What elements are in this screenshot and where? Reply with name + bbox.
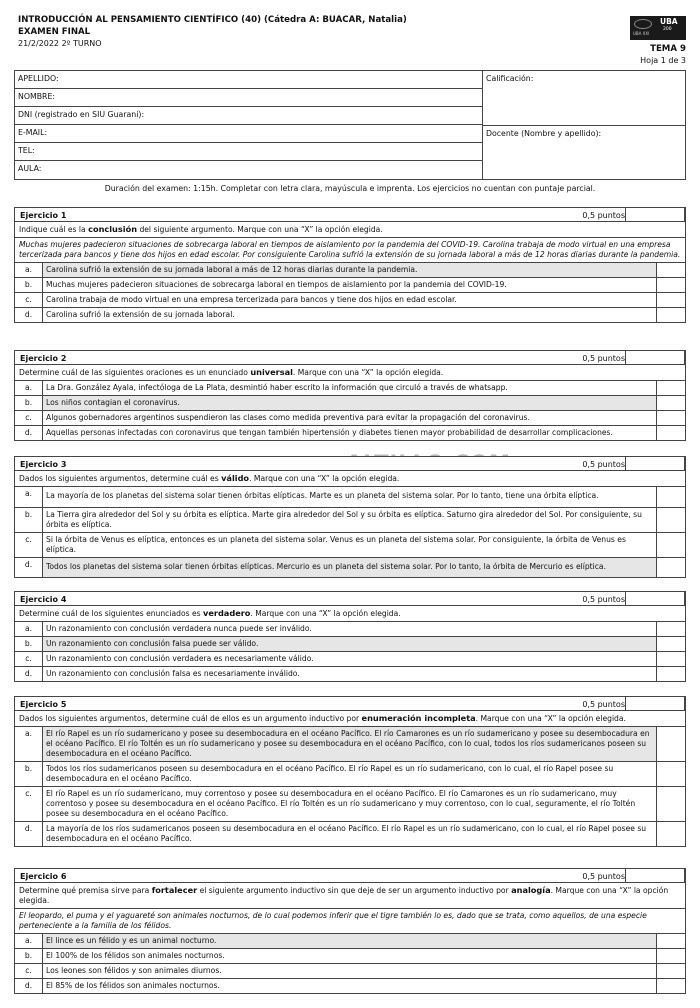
exercise-title: Ejercicio 1 bbox=[20, 211, 67, 220]
option-d[interactable]: d. El 85% de los félidos son animales nocturnos. bbox=[14, 979, 686, 994]
exercise-title: Ejercicio 4 bbox=[20, 595, 67, 604]
exercise-points: 0,5 puntos bbox=[582, 700, 625, 709]
field-email[interactable]: E-MAIL: bbox=[15, 125, 482, 143]
answer-box bbox=[657, 508, 685, 532]
score-box bbox=[625, 591, 685, 606]
option-d[interactable]: d. Todos los planetas del sistema solar tienen órbitas elípticas. Mercurio es un planeta del sistema solar. Por lo tanto, la órbita de Mercurio es elíptica. bbox=[14, 558, 686, 578]
answer-box bbox=[657, 949, 685, 963]
exercise-title: Ejercicio 2 bbox=[20, 354, 67, 363]
answer-box bbox=[657, 308, 685, 322]
tema-label: TEMA 9 bbox=[650, 44, 686, 54]
score-box bbox=[625, 868, 685, 883]
exercise-argument: Muchas mujeres padecieron situaciones de sobrecarga laboral en tiempos de aislamiento por la pandemia del COVID-19. Carolina trabaja de modo virtual en una empresa tercerizada para bancos y tiene dos hijos en edad escolar. Por consiguiente Carolina sufrió la extensión de su jornada laboral a más de 12 horas diarias durante la pandemia. bbox=[14, 238, 686, 263]
score-box bbox=[625, 350, 685, 365]
score-box bbox=[625, 456, 685, 471]
exam-type: EXAMEN FINAL bbox=[18, 27, 91, 37]
answer-box bbox=[657, 787, 685, 821]
answer-box bbox=[657, 762, 685, 786]
student-info-box bbox=[14, 70, 686, 180]
score-box bbox=[625, 207, 685, 222]
score-box bbox=[625, 696, 685, 711]
exercise-prompt: Determine cuál de los siguientes enunciados es verdadero. Marque con una “X” la opción elegida. bbox=[14, 606, 686, 622]
exercise-prompt: Indique cuál es la conclusión del siguiente argumento. Marque con una “X” la opción elegida. bbox=[14, 222, 686, 238]
option-a[interactable]: a. Un razonamiento con conclusión verdadera nunca puede ser inválido. bbox=[14, 622, 686, 637]
exercise-points: 0,5 puntos bbox=[582, 460, 625, 469]
logo-text: UBA bbox=[660, 17, 678, 26]
option-c[interactable]: c. Un razonamiento con conclusión verdadera es necesariamente válido. bbox=[14, 652, 686, 667]
option-c[interactable]: c. El río Rapel es un río sudamericano, muy correntoso y posee su desembocadura en el océano Pacífico. El río Camarones es un río sudamericano, muy correntoso y posee su desembocadura en el océano Pacífico. El río Toltén es un río sudamericano y muy correntoso, con lo cual, seguramente, el río Toltén posee su desembocadura en el océano Pacífico. bbox=[14, 787, 686, 822]
exercise-argument: El leopardo, el puma y el yaguareté son animales nocturnos, de lo cual podemos inferir que el tigre también lo es, dado que se trata, como aquellos, de una especie perteneciente a la familia de los félidos. bbox=[14, 909, 686, 934]
field-calificacion[interactable]: Calificación: bbox=[486, 74, 534, 83]
answer-box bbox=[657, 426, 685, 440]
option-d[interactable]: d. Un razonamiento con conclusión falsa es necesariamente inválido. bbox=[14, 667, 686, 682]
answer-box bbox=[657, 487, 685, 507]
exercise-points: 0,5 puntos bbox=[582, 354, 625, 363]
exercise-4 bbox=[14, 591, 686, 682]
answer-box bbox=[657, 667, 685, 681]
exercise-3 bbox=[14, 456, 686, 578]
field-dni[interactable]: DNI (registrado en SIU Guaraní): bbox=[15, 107, 482, 125]
option-a[interactable]: a. Carolina sufrió la extensión de su jornada laboral a más de 12 horas diarias durante la pandemia. bbox=[14, 263, 686, 278]
exercise-title: Ejercicio 6 bbox=[20, 872, 67, 881]
option-b[interactable]: b. El 100% de los félidos son animales nocturnos. bbox=[14, 949, 686, 964]
answer-box bbox=[657, 533, 685, 557]
exam-header bbox=[18, 14, 686, 66]
answer-box bbox=[657, 727, 685, 761]
option-b[interactable]: b. Los niños contagian el coronavirus. bbox=[14, 396, 686, 411]
exercise-title: Ejercicio 3 bbox=[20, 460, 67, 469]
exercise-points: 0,5 puntos bbox=[582, 211, 625, 220]
exercise-6 bbox=[14, 868, 686, 994]
logo-small: UBA XXI bbox=[633, 31, 650, 36]
answer-box bbox=[657, 558, 685, 577]
answer-box bbox=[657, 381, 685, 395]
option-a[interactable]: a. La mayoría de los planetas del sistema solar tienen órbitas elípticas. Marte es un planeta del sistema solar. Por lo tanto, tiene una órbita elíptica. bbox=[14, 487, 686, 508]
exercise-prompt: Dados los siguientes argumentos, determine cuál de ellos es un argumento inductivo por enumeración incompleta. Marque con una “X” la opción elegida. bbox=[14, 711, 686, 727]
exercise-points: 0,5 puntos bbox=[582, 595, 625, 604]
answer-box bbox=[657, 822, 685, 846]
uba-logo bbox=[630, 16, 686, 40]
exercise-prompt: Determine qué premisa sirve para fortalecer el siguiente argumento inductivo sin que deje de ser un argumento inductivo por analogía. Marque con una “X” la opción elegida. bbox=[14, 883, 686, 909]
option-c[interactable]: c. Carolina trabaja de modo virtual en una empresa tercerizada para bancos y tiene dos hijos en edad escolar. bbox=[14, 293, 686, 308]
answer-box bbox=[657, 293, 685, 307]
logo-sub: 200 bbox=[663, 27, 672, 32]
exercise-prompt: Determine cuál de las siguientes oraciones es un enunciado universal. Marque con una “X” la opción elegida. bbox=[14, 365, 686, 381]
option-b[interactable]: b. Todos los ríos sudamericanos poseen su desembocadura en el océano Pacífico. El río Rapel es un río sudamericano, con lo cual, el río Rapel posee su desembocadura en el océano Pacífico. bbox=[14, 762, 686, 787]
exercise-title: Ejercicio 5 bbox=[20, 700, 67, 709]
field-apellido[interactable]: APELLIDO: bbox=[15, 71, 482, 89]
answer-box bbox=[657, 278, 685, 292]
field-aula[interactable]: AULA: bbox=[18, 164, 42, 173]
page-indicator: Hoja 1 de 3 bbox=[640, 56, 686, 65]
option-a[interactable]: a. El río Rapel es un río sudamericano y posee su desembocadura en el océano Pacífico. El río Camarones es un río sudamericano y posee su desembocadura en el océano Pacífico. El río Toltén es un río sudamericano y posee su desembocadura en el océano Pacífico, con lo cual, todos los ríos sudamericanos poseen su desembocadura en el océano Pacífico. bbox=[14, 727, 686, 762]
exercise-5 bbox=[14, 696, 686, 847]
option-d[interactable]: d. La mayoría de los ríos sudamericanos poseen su desembocadura en el océano Pacífico. El río Rapel es un río sudamericano, con lo cual, el río Rapel posee su desembocadura en el océano Pacífico. bbox=[14, 822, 686, 847]
option-d[interactable]: d. Aquellas personas infectadas con coronavirus que tengan también hipertensión y diabetes tienen mayor probabilidad de desarrollar complicaciones. bbox=[14, 426, 686, 441]
answer-box bbox=[657, 396, 685, 410]
answer-box bbox=[657, 622, 685, 636]
option-a[interactable]: a. La Dra. González Ayala, infectóloga de La Plata, desmintió haber escrito la información que circuló a través de whatsapp. bbox=[14, 381, 686, 396]
exercise-prompt: Dados los siguientes argumentos, determine cuál es válido. Marque con una “X” la opción elegida. bbox=[14, 471, 686, 487]
exercise-2 bbox=[14, 350, 686, 441]
answer-box bbox=[657, 263, 685, 277]
option-c[interactable]: c. Los leones son félidos y son animales diurnos. bbox=[14, 964, 686, 979]
option-a[interactable]: a. El lince es un félido y es un animal nocturno. bbox=[14, 934, 686, 949]
answer-box bbox=[657, 652, 685, 666]
answer-box bbox=[657, 411, 685, 425]
course-title: INTRODUCCIÓN AL PENSAMIENTO CIENTÍFICO (40) (Cátedra A: BUACAR, Natalia) bbox=[18, 15, 407, 25]
option-c[interactable]: c. Si la órbita de Venus es elíptica, entonces es un planeta del sistema solar. Venus es un planeta del sistema solar. Por consiguiente, la órbita de Venus es elíptica. bbox=[14, 533, 686, 558]
answer-box bbox=[657, 964, 685, 978]
field-nombre[interactable]: NOMBRE: bbox=[15, 89, 482, 107]
answer-box bbox=[657, 979, 685, 993]
exercise-1 bbox=[14, 207, 686, 323]
emblem-icon bbox=[634, 19, 652, 29]
option-b[interactable]: b. Un razonamiento con conclusión falsa puede ser válido. bbox=[14, 637, 686, 652]
option-b[interactable]: b. La Tierra gira alrededor del Sol y su órbita es elíptica. Marte gira alrededor del Sol y su órbita es elíptica. Saturno gira alrededor del Sol. Por consiguiente, su órbita es elíptica. bbox=[14, 508, 686, 533]
field-docente[interactable]: Docente (Nombre y apellido): bbox=[486, 129, 602, 138]
option-c[interactable]: c. Algunos gobernadores argentinos suspendieron las clases como medida preventiva para evitar la propagación del coronavirus. bbox=[14, 411, 686, 426]
exercise-points: 0,5 puntos bbox=[582, 872, 625, 881]
option-b[interactable]: b. Muchas mujeres padecieron situaciones de sobrecarga laboral en tiempos de aislamiento por la pandemia del COVID-19. bbox=[14, 278, 686, 293]
duration-note: Duración del examen: 1:15h. Completar con letra clara, mayúscula e imprenta. Los ejercicios no cuentan con puntaje parcial. bbox=[104, 184, 596, 193]
answer-box bbox=[657, 934, 685, 948]
exam-date: 21/2/2022 2º TURNO bbox=[18, 39, 102, 48]
answer-box bbox=[657, 637, 685, 651]
field-tel[interactable]: TEL: bbox=[15, 143, 482, 161]
option-d[interactable]: d. Carolina sufrió la extensión de su jornada laboral. bbox=[14, 308, 686, 323]
